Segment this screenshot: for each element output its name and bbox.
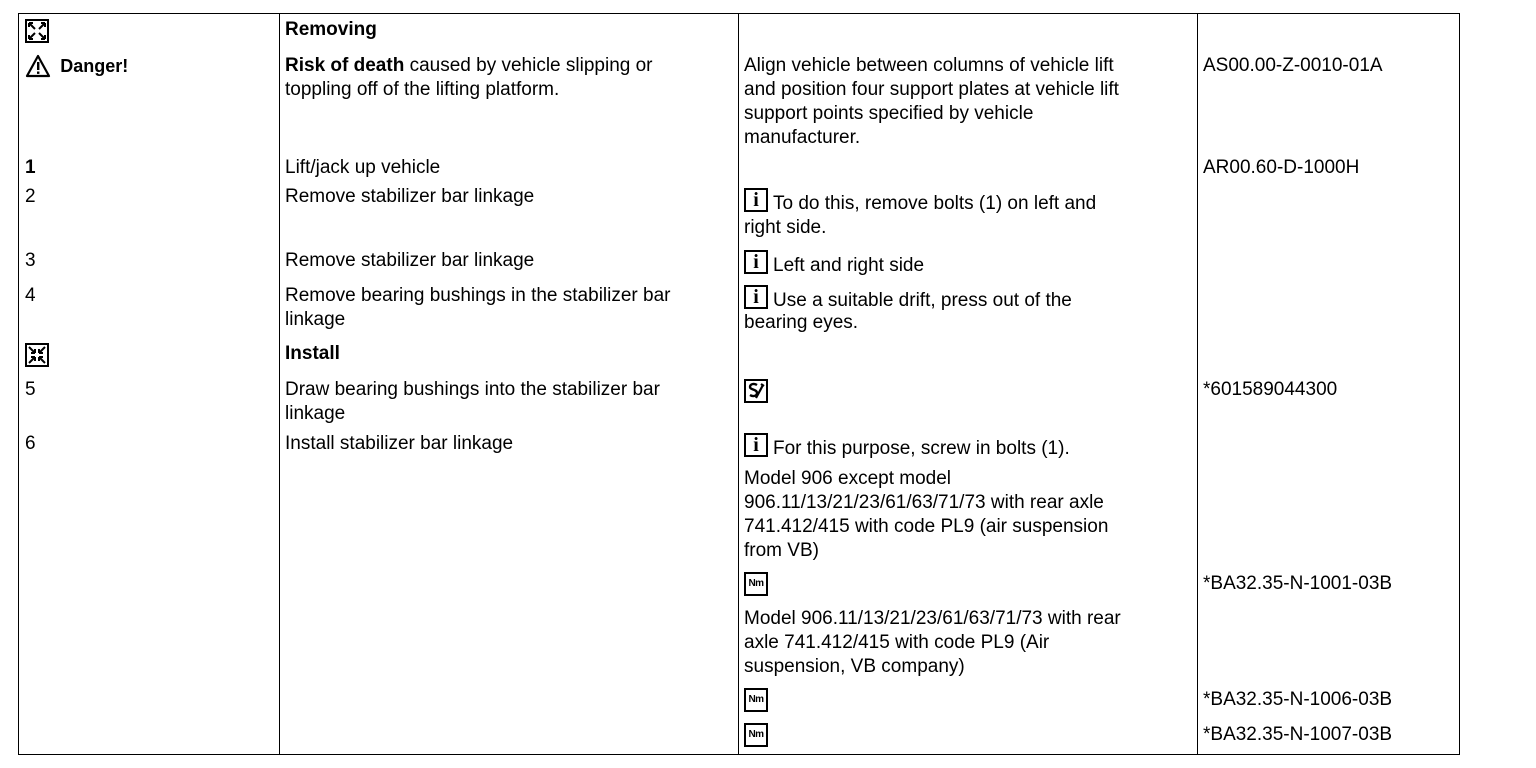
info-icon: i <box>744 188 768 212</box>
step-note: i To do this, remove bolts (1) on left and right side. <box>744 189 1097 238</box>
torque-icon: Nm <box>744 723 768 747</box>
step-note: i Left and right side <box>744 250 924 274</box>
model-condition-a: Model 906 except model 906.11/13/21/23/61/63/71/73 with rear axle 741.412/415 with code PL9 (air suspension from VB) <box>744 468 1109 561</box>
torque-icon: Nm <box>744 572 768 596</box>
step-number: 3 <box>25 250 36 271</box>
step-number: 5 <box>25 379 36 400</box>
torque-reference: *BA32.35-N-1001-03B <box>1203 573 1393 594</box>
info-icon: i <box>744 433 768 457</box>
step-note: i Use a suitable drift, press out of the bearing eyes. <box>744 286 1072 333</box>
danger-reference: AS00.00-Z-0010-01A <box>1203 55 1383 76</box>
model-condition-b: Model 906.11/13/21/23/61/63/71/73 with rear axle 741.412/415 with code PL9 (Air suspension, VB company) <box>744 608 1121 677</box>
step-text: Remove stabilizer bar linkage <box>285 186 535 207</box>
torque-reference: *BA32.35-N-1007-03B <box>1203 724 1393 745</box>
column-divider <box>279 14 280 754</box>
step-reference: *601589044300 <box>1203 379 1338 400</box>
warning-triangle-icon <box>25 54 51 85</box>
torque-reference: *BA32.35-N-1006-03B <box>1203 689 1393 710</box>
info-icon: i <box>744 250 768 274</box>
step-text: Lift/jack up vehicle <box>285 157 441 178</box>
step-number: 2 <box>25 186 36 207</box>
step-text: Remove stabilizer bar linkage <box>285 250 535 271</box>
info-icon: i <box>744 285 768 309</box>
step-text: Remove bearing bushings in the stabilizer bar linkage <box>285 285 671 330</box>
step-note: i For this purpose, screw in bolts (1). <box>744 433 1070 457</box>
section-heading-install: Install <box>285 343 340 364</box>
column-divider <box>738 14 739 754</box>
removal-arrows-icon <box>25 19 49 50</box>
special-tool-icon <box>744 379 768 410</box>
step-number: 1 <box>25 157 36 178</box>
step-number: 4 <box>25 285 36 306</box>
step-text: Draw bearing bushings into the stabilizer bar linkage <box>285 379 660 424</box>
torque-icon: Nm <box>744 688 768 712</box>
install-arrows-icon <box>25 343 49 374</box>
column-divider <box>1197 14 1198 754</box>
danger-label: Danger! <box>25 54 128 85</box>
step-reference: AR00.60-D-1000H <box>1203 157 1360 178</box>
danger-risk-text: Risk of death caused by vehicle slipping or toppling off of the lifting platform. <box>285 55 653 100</box>
danger-note: Align vehicle between columns of vehicle lift and position four support plates at vehicle lift support points specified by vehicle manufacturer. <box>744 55 1119 148</box>
section-heading-removing: Removing <box>285 19 377 40</box>
procedure-table <box>18 13 1460 755</box>
step-text: Install stabilizer bar linkage <box>285 433 514 454</box>
step-number: 6 <box>25 433 36 454</box>
